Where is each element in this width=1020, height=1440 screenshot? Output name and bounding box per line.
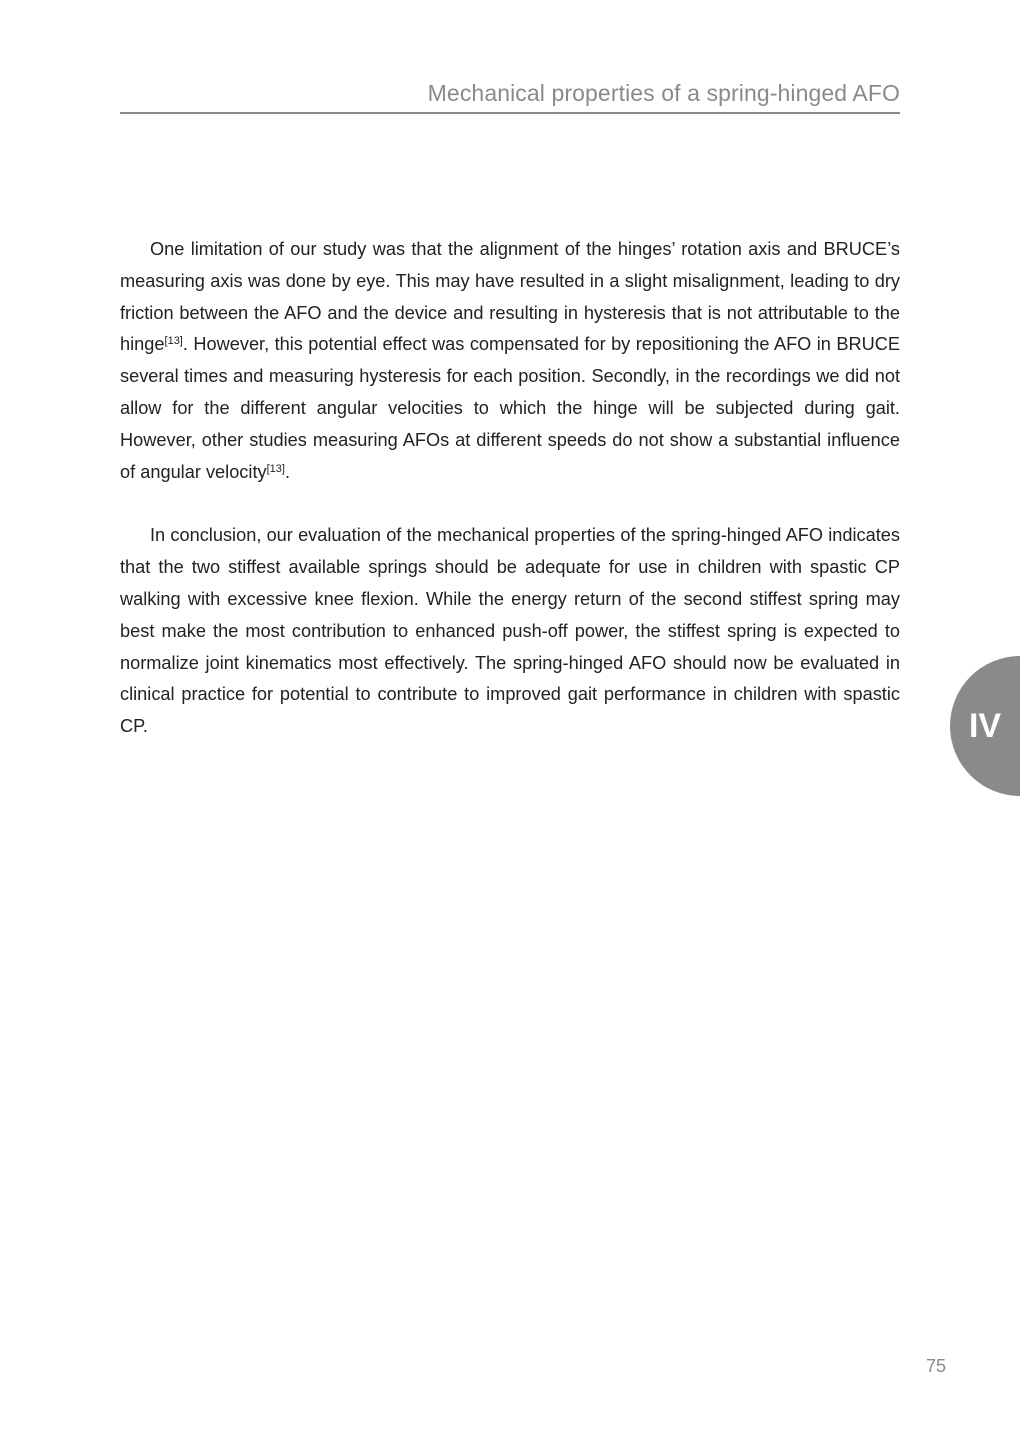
paragraph-limitations-text-1: One limitation of our study was that the alignment of the hinges’ rotation axis and BRUCE’s measuring axis was done by eye. This may have resulted in a slight misalignment, leading to dry friction between the AFO and the device and resulting in hysteresis that is not attributable to the hinge — [120, 239, 900, 355]
paragraph-conclusion: In conclusion, our evaluation of the mechanical properties of the spring-hinged AFO indicates that the two stiffest available springs should be adequate for use in children with spastic CP walking with excessive knee flexion. While the energy return of the second stiffest spring may best make the most contribution to enhanced push-off power, the stiffest spring is expected to normalize joint kinematics most effectively. The spring-hinged AFO should now be evaluated in clinical practice for potential to contribute to improved gait performance in children with spastic CP. — [120, 525, 900, 737]
page-number: 75 — [925, 1356, 946, 1376]
paragraph-limitations — [120, 234, 900, 488]
chapter-tab-label: IV — [968, 707, 1002, 745]
running-header — [120, 78, 900, 114]
citation-ref: [13] — [164, 335, 183, 348]
body-text — [120, 234, 900, 775]
running-header-title: Mechanical properties of a spring-hinged AFO — [427, 80, 900, 106]
paragraph-limitations-text-3: . — [284, 461, 291, 482]
paragraph-limitations-text-2: . However, this potential effect was compensated for by repositioning the AFO in BRUCE several times and measuring hysteresis for each position. Secondly, in the recordings we did not allow for the different angular velocities to which the hinge will be subjected during gait. However, other studies measuring AFOs at different speeds do not show a substantial influence of angular velocity — [120, 334, 900, 482]
citation-ref: [13] — [266, 462, 285, 475]
